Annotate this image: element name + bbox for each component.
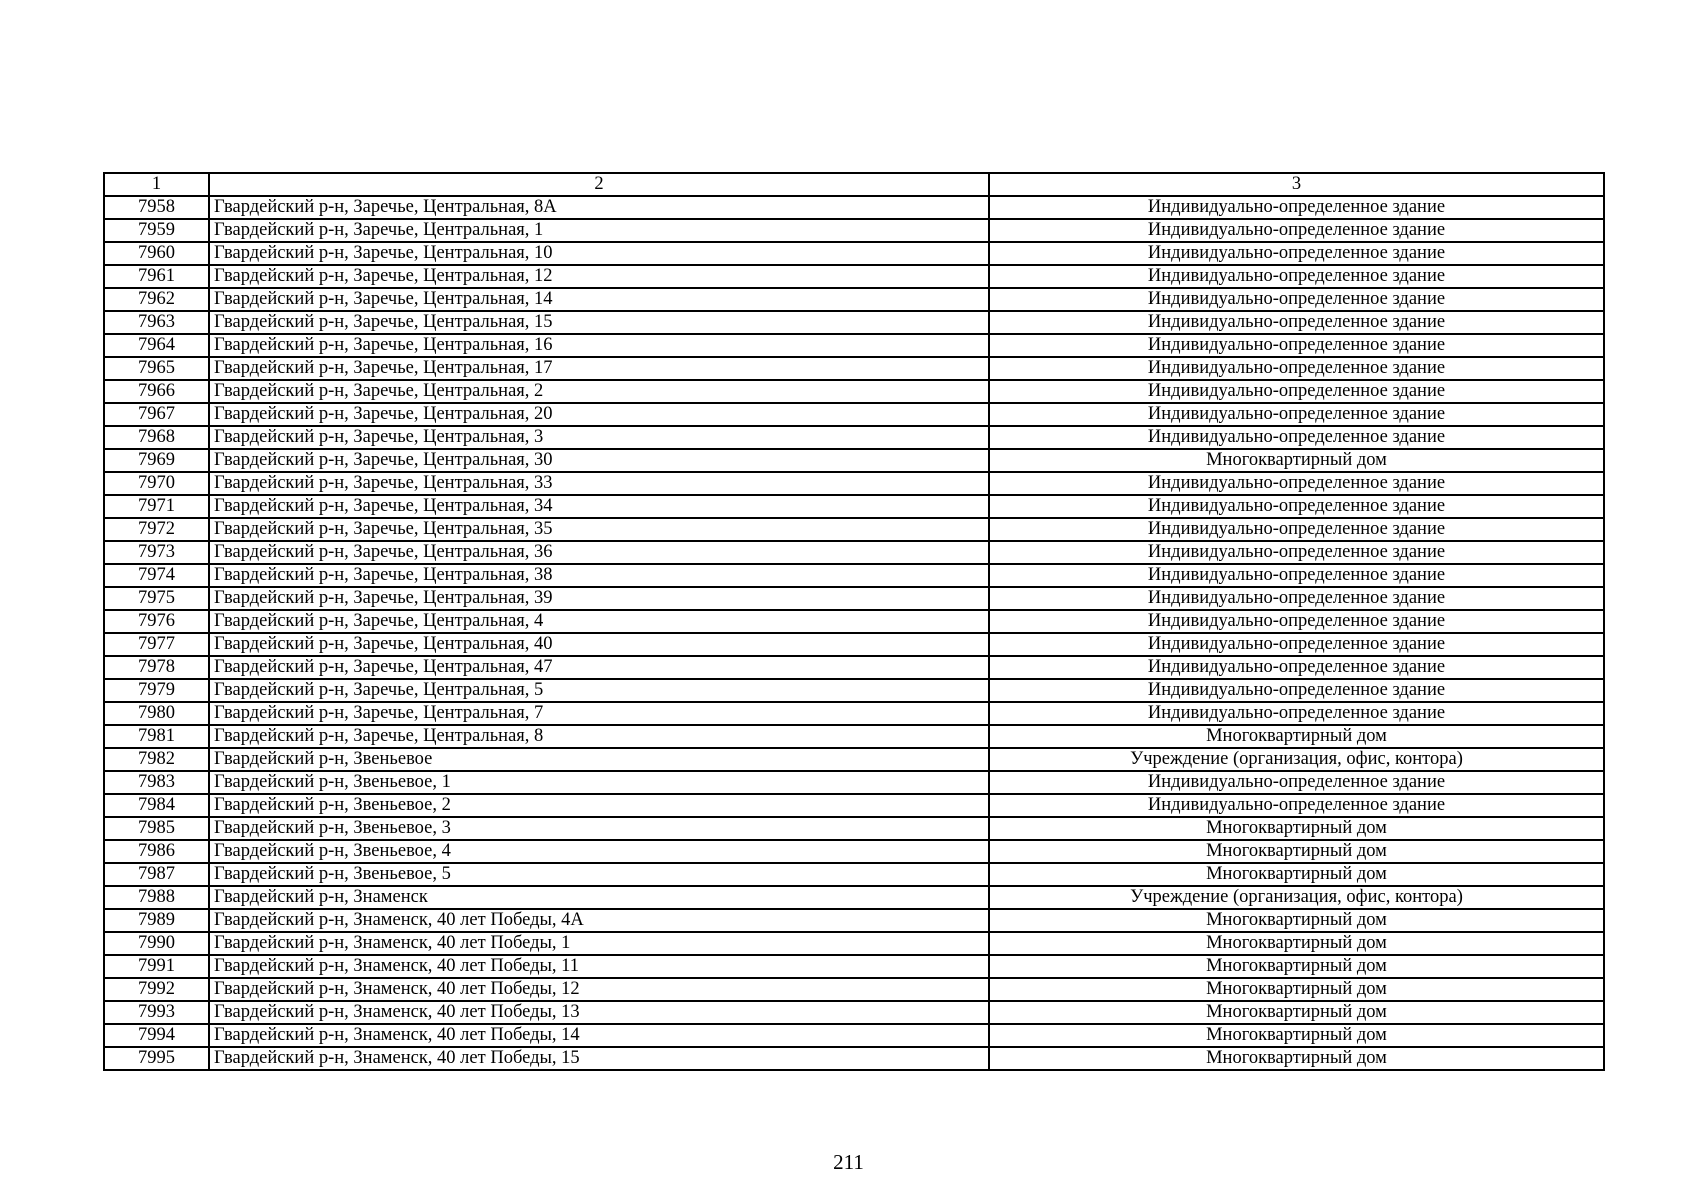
- table-row: [104, 932, 1604, 955]
- cell-address: Гвардейский р-н, Знаменск, 40 лет Победы, 11: [209, 955, 989, 978]
- cell-object-type: Индивидуально-определенное здание: [989, 633, 1604, 656]
- table-row: [104, 541, 1604, 564]
- cell-record-number: 7987: [104, 863, 209, 886]
- cell-address: Гвардейский р-н, Заречье, Центральная, 7: [209, 702, 989, 725]
- cell-record-number: 7977: [104, 633, 209, 656]
- cell-object-type: Индивидуально-определенное здание: [989, 518, 1604, 541]
- cell-address: Гвардейский р-н, Заречье, Центральная, 40: [209, 633, 989, 656]
- cell-address: Гвардейский р-н, Заречье, Центральная, 10: [209, 242, 989, 265]
- cell-address: Гвардейский р-н, Заречье, Центральная, 34: [209, 495, 989, 518]
- cell-object-type: Индивидуально-определенное здание: [989, 380, 1604, 403]
- table-row: [104, 909, 1604, 932]
- cell-record-number: 7960: [104, 242, 209, 265]
- cell-address: Гвардейский р-н, Заречье, Центральная, 38: [209, 564, 989, 587]
- cell-object-type: Индивидуально-определенное здание: [989, 357, 1604, 380]
- cell-record-number: 7979: [104, 679, 209, 702]
- table-row: [104, 449, 1604, 472]
- cell-address: Гвардейский р-н, Заречье, Центральная, 30: [209, 449, 989, 472]
- cell-object-type: Многоквартирный дом: [989, 863, 1604, 886]
- table-body: [104, 173, 1604, 1070]
- cell-object-type: Индивидуально-определенное здание: [989, 564, 1604, 587]
- table-row: [104, 633, 1604, 656]
- cell-address: Гвардейский р-н, Заречье, Центральная, 1: [209, 219, 989, 242]
- cell-record-number: 7966: [104, 380, 209, 403]
- cell-address: Гвардейский р-н, Заречье, Центральная, 47: [209, 656, 989, 679]
- cell-object-type: Индивидуально-определенное здание: [989, 541, 1604, 564]
- table-row: [104, 1001, 1604, 1024]
- cell-address: Гвардейский р-н, Звеньевое, 4: [209, 840, 989, 863]
- cell-address: Гвардейский р-н, Заречье, Центральная, 8А: [209, 196, 989, 219]
- cell-object-type: Индивидуально-определенное здание: [989, 771, 1604, 794]
- cell-object-type: Индивидуально-определенное здание: [989, 656, 1604, 679]
- cell-record-number: 7972: [104, 518, 209, 541]
- table-row: [104, 242, 1604, 265]
- table-row: [104, 748, 1604, 771]
- cell-object-type: Индивидуально-определенное здание: [989, 403, 1604, 426]
- cell-address: Гвардейский р-н, Заречье, Центральная, 16: [209, 334, 989, 357]
- cell-record-number: 7973: [104, 541, 209, 564]
- cell-object-type: Многоквартирный дом: [989, 817, 1604, 840]
- cell-object-type: Индивидуально-определенное здание: [989, 495, 1604, 518]
- table-row: [104, 725, 1604, 748]
- table-row: [104, 426, 1604, 449]
- cell-object-type: Многоквартирный дом: [989, 955, 1604, 978]
- column-type-header: 3: [989, 173, 1604, 196]
- cell-object-type: Индивидуально-определенное здание: [989, 426, 1604, 449]
- cell-record-number: 7963: [104, 311, 209, 334]
- table-row: [104, 472, 1604, 495]
- cell-object-type: Индивидуально-определенное здание: [989, 587, 1604, 610]
- cell-record-number: 7965: [104, 357, 209, 380]
- cell-record-number: 7962: [104, 288, 209, 311]
- table-row: [104, 219, 1604, 242]
- page-number: 211: [833, 1150, 864, 1174]
- cell-object-type: Индивидуально-определенное здание: [989, 334, 1604, 357]
- table-row: [104, 311, 1604, 334]
- table-row: [104, 564, 1604, 587]
- cell-address: Гвардейский р-н, Звеньевое: [209, 748, 989, 771]
- cell-record-number: 7984: [104, 794, 209, 817]
- cell-address: Гвардейский р-н, Заречье, Центральная, 8: [209, 725, 989, 748]
- cell-address: Гвардейский р-н, Заречье, Центральная, 39: [209, 587, 989, 610]
- cell-record-number: 7994: [104, 1024, 209, 1047]
- table-row: [104, 265, 1604, 288]
- table-row: [104, 771, 1604, 794]
- table-row: [104, 955, 1604, 978]
- table-row: [104, 610, 1604, 633]
- cell-object-type: Индивидуально-определенное здание: [989, 794, 1604, 817]
- cell-record-number: 7989: [104, 909, 209, 932]
- cell-record-number: 7980: [104, 702, 209, 725]
- column-address-header: 2: [209, 173, 989, 196]
- table-row: [104, 679, 1604, 702]
- cell-record-number: 7958: [104, 196, 209, 219]
- table-row: [104, 886, 1604, 909]
- cell-object-type: Индивидуально-определенное здание: [989, 702, 1604, 725]
- cell-address: Гвардейский р-н, Знаменск, 40 лет Победы, 13: [209, 1001, 989, 1024]
- cell-address: Гвардейский р-н, Знаменск, 40 лет Победы, 15: [209, 1047, 989, 1070]
- cell-address: Гвардейский р-н, Заречье, Центральная, 4: [209, 610, 989, 633]
- cell-address: Гвардейский р-н, Заречье, Центральная, 14: [209, 288, 989, 311]
- cell-record-number: 7990: [104, 932, 209, 955]
- cell-address: Гвардейский р-н, Заречье, Центральная, 2: [209, 380, 989, 403]
- cell-address: Гвардейский р-н, Звеньевое, 5: [209, 863, 989, 886]
- table-row: [104, 1047, 1604, 1070]
- cell-record-number: 7970: [104, 472, 209, 495]
- cell-record-number: 7986: [104, 840, 209, 863]
- column-number-header: 1: [104, 173, 209, 196]
- cell-record-number: 7981: [104, 725, 209, 748]
- cell-object-type: Индивидуально-определенное здание: [989, 311, 1604, 334]
- table-row: [104, 863, 1604, 886]
- cell-address: Гвардейский р-н, Заречье, Центральная, 12: [209, 265, 989, 288]
- cell-object-type: Многоквартирный дом: [989, 1047, 1604, 1070]
- cell-address: Гвардейский р-н, Звеньевое, 2: [209, 794, 989, 817]
- cell-object-type: Многоквартирный дом: [989, 840, 1604, 863]
- table-row: [104, 288, 1604, 311]
- cell-address: Гвардейский р-н, Заречье, Центральная, 20: [209, 403, 989, 426]
- cell-object-type: Индивидуально-определенное здание: [989, 288, 1604, 311]
- cell-object-type: Многоквартирный дом: [989, 1001, 1604, 1024]
- cell-address: Гвардейский р-н, Звеньевое, 1: [209, 771, 989, 794]
- cell-record-number: 7967: [104, 403, 209, 426]
- cell-object-type: Многоквартирный дом: [989, 725, 1604, 748]
- cell-record-number: 7964: [104, 334, 209, 357]
- cell-address: Гвардейский р-н, Знаменск, 40 лет Победы, 1: [209, 932, 989, 955]
- cell-object-type: Индивидуально-определенное здание: [989, 679, 1604, 702]
- cell-record-number: 7982: [104, 748, 209, 771]
- cell-address: Гвардейский р-н, Заречье, Центральная, 33: [209, 472, 989, 495]
- cell-object-type: Учреждение (организация, офис, контора): [989, 748, 1604, 771]
- cell-object-type: Многоквартирный дом: [989, 978, 1604, 1001]
- address-registry-table: [103, 172, 1605, 1071]
- cell-record-number: 7988: [104, 886, 209, 909]
- table-row: [104, 380, 1604, 403]
- cell-address: Гвардейский р-н, Знаменск, 40 лет Победы, 12: [209, 978, 989, 1001]
- cell-address: Гвардейский р-н, Знаменск, 40 лет Победы, 14: [209, 1024, 989, 1047]
- table-row: [104, 1024, 1604, 1047]
- cell-address: Гвардейский р-н, Знаменск, 40 лет Победы, 4А: [209, 909, 989, 932]
- cell-address: Гвардейский р-н, Заречье, Центральная, 3: [209, 426, 989, 449]
- cell-record-number: 7985: [104, 817, 209, 840]
- cell-object-type: Индивидуально-определенное здание: [989, 219, 1604, 242]
- table-row: [104, 587, 1604, 610]
- cell-object-type: Индивидуально-определенное здание: [989, 265, 1604, 288]
- table-row: [104, 196, 1604, 219]
- cell-record-number: 7991: [104, 955, 209, 978]
- cell-record-number: 7975: [104, 587, 209, 610]
- cell-record-number: 7976: [104, 610, 209, 633]
- cell-object-type: Индивидуально-определенное здание: [989, 472, 1604, 495]
- cell-address: Гвардейский р-н, Звеньевое, 3: [209, 817, 989, 840]
- cell-address: Гвардейский р-н, Знаменск: [209, 886, 989, 909]
- cell-record-number: 7974: [104, 564, 209, 587]
- cell-record-number: 7993: [104, 1001, 209, 1024]
- cell-address: Гвардейский р-н, Заречье, Центральная, 15: [209, 311, 989, 334]
- table-row: [104, 334, 1604, 357]
- cell-record-number: 7969: [104, 449, 209, 472]
- cell-object-type: Учреждение (организация, офис, контора): [989, 886, 1604, 909]
- cell-address: Гвардейский р-н, Заречье, Центральная, 36: [209, 541, 989, 564]
- table-row: [104, 656, 1604, 679]
- table-row: [104, 403, 1604, 426]
- table-row: [104, 794, 1604, 817]
- table-row: [104, 978, 1604, 1001]
- cell-record-number: 7968: [104, 426, 209, 449]
- cell-address: Гвардейский р-н, Заречье, Центральная, 17: [209, 357, 989, 380]
- cell-object-type: Многоквартирный дом: [989, 909, 1604, 932]
- cell-address: Гвардейский р-н, Заречье, Центральная, 5: [209, 679, 989, 702]
- table-row: [104, 357, 1604, 380]
- table-row: [104, 518, 1604, 541]
- table-row: [104, 702, 1604, 725]
- cell-record-number: 7995: [104, 1047, 209, 1070]
- cell-object-type: Многоквартирный дом: [989, 449, 1604, 472]
- cell-record-number: 7961: [104, 265, 209, 288]
- cell-object-type: Индивидуально-определенное здание: [989, 610, 1604, 633]
- cell-object-type: Индивидуально-определенное здание: [989, 242, 1604, 265]
- cell-record-number: 7978: [104, 656, 209, 679]
- cell-record-number: 7992: [104, 978, 209, 1001]
- cell-record-number: 7971: [104, 495, 209, 518]
- cell-object-type: Многоквартирный дом: [989, 1024, 1604, 1047]
- table-header-row: [104, 173, 1604, 196]
- table-row: [104, 840, 1604, 863]
- cell-object-type: Индивидуально-определенное здание: [989, 196, 1604, 219]
- cell-record-number: 7983: [104, 771, 209, 794]
- cell-address: Гвардейский р-н, Заречье, Центральная, 35: [209, 518, 989, 541]
- table-row: [104, 817, 1604, 840]
- cell-record-number: 7959: [104, 219, 209, 242]
- table-row: [104, 495, 1604, 518]
- cell-object-type: Многоквартирный дом: [989, 932, 1604, 955]
